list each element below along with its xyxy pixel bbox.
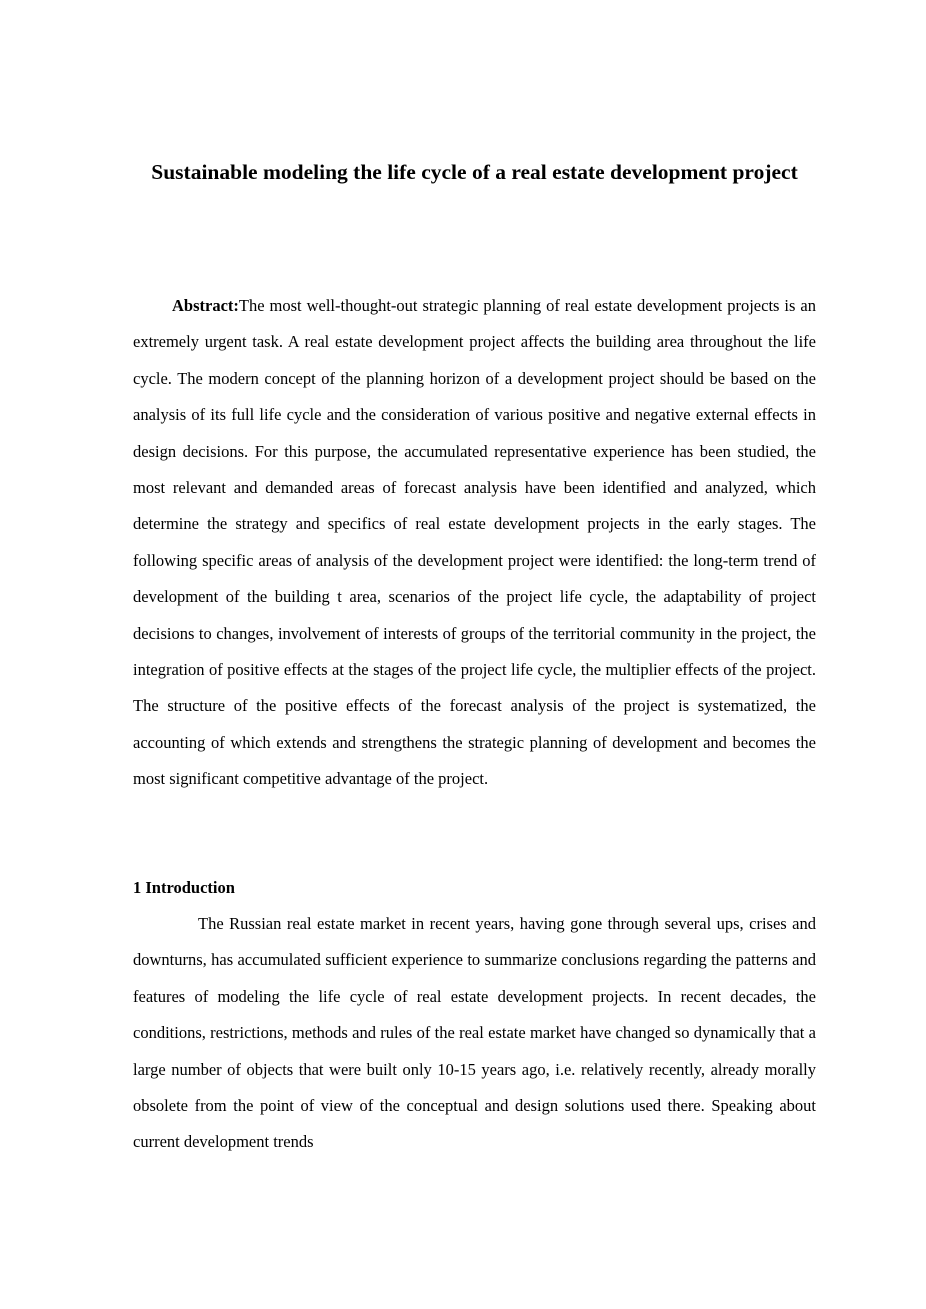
abstract-paragraph [133,288,816,798]
abstract-label: Abstract: [172,296,239,315]
abstract-text: The most well-thought-out strategic planning of real estate development projects is an extremely urgent task. A real estate development project affects the building area throughout the life cycle. The modern concept of the planning horizon of a development project should be based on the analysis of its full life cycle and the consideration of various positive and negative external effects in design decisions. For this purpose, the accumulated representative experience has been studied, the most relevant and demanded areas of forecast analysis have been identified and analyzed, which determine the strategy and specifics of real estate development projects in the early stages. The following specific areas of analysis of the development project were identified: the long-term trend of development of the building t area, scenarios of the project life cycle, the adaptability of project decisions to changes, involvement of interests of groups of the territorial community in the project, the integration of positive effects at the stages of the project life cycle, the multiplier effects of the project. The structure of the positive effects of the forecast analysis of the project is systematized, the accounting of which extends and strengthens the strategic planning of development and becomes the most significant competitive advantage of the project. [133,296,816,789]
section-heading-introduction: 1 Introduction [133,878,235,897]
paper-title: Sustainable modeling the life cycle of a real estate development project [151,160,798,184]
introduction-paragraph: The Russian real estate market in recent years, having gone through several ups, crises and downturns, has accumulated sufficient experience to summarize conclusions regarding the patterns and features of modeling the life cycle of real estate development projects. In recent decades, the conditions, restrictions, methods and rules of the real estate market have changed so dynamically that a large number of objects that were built only 10-15 years ago, i.e. relatively recently, already morally obsolete from the point of view of the conceptual and design solutions used there. Speaking about current development trends [133,914,816,1152]
